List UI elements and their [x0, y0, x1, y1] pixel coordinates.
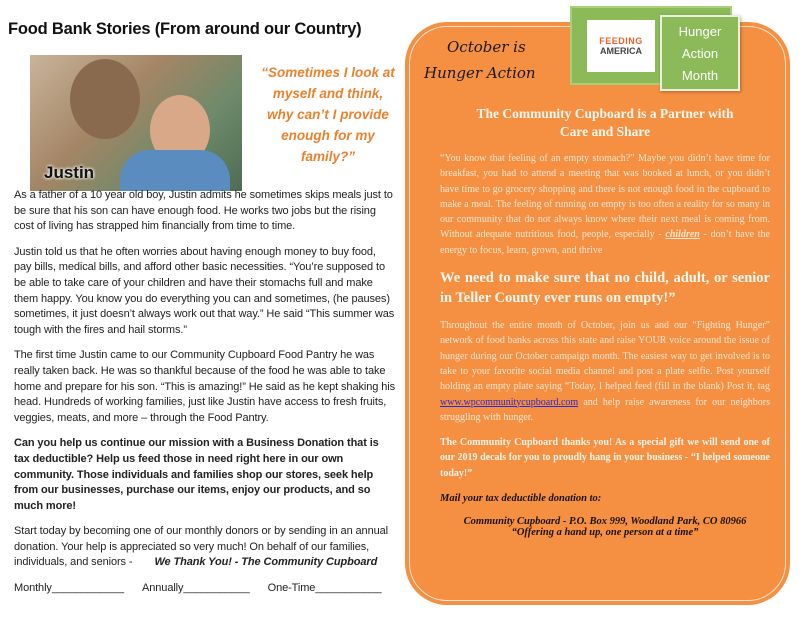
script-heading-line2: Hunger Action: [424, 64, 536, 82]
mailing-address: Community Cupboard - P.O. Box 999, Woodland Park, CO 80966: [463, 516, 747, 528]
right-content: [440, 105, 770, 538]
para-text: and help raise awareness for our neighbors struggling with hunger.: [440, 396, 770, 423]
tagline: “Offering a hand up, one person at a time”: [511, 527, 699, 539]
october-paragraph: [440, 318, 770, 425]
annually-field[interactable]: Annually___________: [142, 582, 250, 595]
photo-caption: Justin: [44, 163, 95, 182]
donation-appeal: Can you help us continue our mission with a Business Donation that is tax deductible? Help us feed those in need right here in our own community. Those individuals and families shop our stores, seek help from our businesses, purchase our items, enjoy our products, and so much more!: [14, 437, 379, 512]
children-emphasis: children: [665, 229, 700, 241]
script-heading-line1: October is: [447, 38, 526, 56]
mail-label: Mail your tax deductible donation to:: [440, 493, 602, 505]
story-paragraph: Justin told us that he often worries about having enough money to buy food, pay bills, medical bills, and afford other basic necessities. “You’re supposed to be able to take care of your children and have their stomachs full and make them happy. You know you do everything you can and sometimes, (he pauses) sometimes, it just doesn’t always work out that way.” He said “This summer was tough with the fires and hail storms.”: [14, 245, 395, 336]
father-son-photo: [30, 55, 242, 191]
closing-text: Start today by becoming one of our monthly donors or by sending in an annual donation. Your help is appreciated so very much! On behalf of our families, individuals, and seniors -: [14, 525, 388, 569]
thanks-paragraph: The Community Cupboard thanks you! As a special gift we will send one of our 2019 decals for you to proudly hang in your business - “I helped someone today!”: [440, 437, 770, 479]
empty-stomach-paragraph: [440, 151, 770, 258]
logo-america: AMERICA: [600, 46, 642, 56]
website-link[interactable]: www.wpcommunitycupboard.com: [440, 396, 579, 408]
photo-father: [70, 59, 140, 139]
donation-form: [14, 581, 396, 597]
one-time-field[interactable]: One-Time___________: [267, 582, 382, 595]
teller-county-statement: We need to make sure that no child, adult, or senior in Teller County ever runs on empty!”: [440, 270, 770, 307]
page-title: Food Bank Stories (From around our Country): [8, 20, 362, 38]
partner-heading: The Community Cupboard is a Partner with Care and Share: [476, 106, 734, 139]
feeding-america-mark: [587, 20, 655, 72]
badge-line: Action: [681, 46, 719, 61]
closing-paragraph: [14, 524, 396, 571]
para-text: Throughout the entire month of October, join us and our “Fighting Hunger” network of food banks across this state and raise YOUR voice around the issue of hunger during our October campaign month. The easiest way to get involved is to take to your favorite social media channel and post a plate selfie. Post yourself holding an empty plate saying “Today, I helped feed (fill in the blank) Post it, tag: [440, 320, 770, 393]
story-paragraph: As a father of a 10 year old boy, Justin admits he sometimes skips meals just to be sure that his son can have enough food. He works two jobs but the rising cost of living has strapped him financially from time to time.: [14, 189, 393, 233]
story-paragraph: The first time Justin came to our Community Cupboard Food Pantry he was really taken back. He was so thankful because of the food he was able to take home and prepare for his son. “This is amazing!” He said as he kept shaking his head. Hundreds of working families, just like Justin have access to fresh fruits, veggies, meats, and more – through the Food Pantry.: [14, 349, 395, 424]
badge-line: Hunger: [678, 24, 722, 39]
hunger-action-month-badge: [660, 15, 740, 91]
para-text: “You know that feeling of an empty stomach?” Maybe you didn’t have time for breakfast, you had to attend a meeting that was booked at lunch, or you didn’t have time to go grocery shopping and there is not enough food in the cupboard to make a meal. The feeling of running on empty is too often a reality for so many in our community that do not always know where their next meal is coming from. Without adequate nutritious food, people, especially -: [440, 153, 770, 241]
badge-line: Month: [681, 68, 719, 83]
pull-quote: “Sometimes I look at myself and think, why can’t I provide enough for my family?”: [261, 65, 395, 164]
signature: We Thank You! - The Community Cupboard: [154, 556, 378, 569]
logo-feeding: FEEDING: [599, 36, 643, 46]
photo-shirt: [120, 150, 230, 191]
story-body: [14, 188, 396, 597]
monthly-field[interactable]: Monthly____________: [14, 582, 125, 595]
para-text: - don’t have the energy to focus, learn, grown, and thrive: [440, 229, 770, 256]
